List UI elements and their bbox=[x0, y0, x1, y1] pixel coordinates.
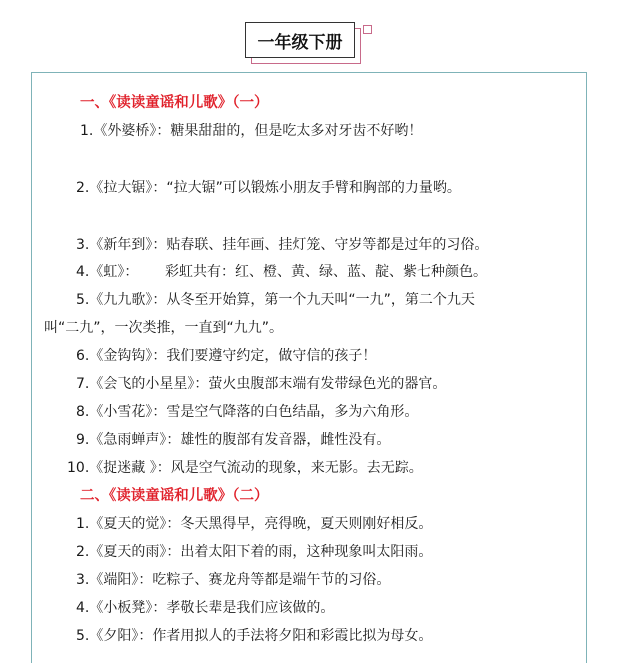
section-heading-1: 一、《读读童谣和儿歌》（一） bbox=[80, 95, 269, 111]
list-item: 6.《金钩钩》：我们要遵守约定，做守信的孩子！ bbox=[76, 348, 377, 364]
list-item: 1.《外婆桥》：糖果甜甜的，但是吃太多对牙齿不好哟！ bbox=[80, 123, 423, 139]
list-item: 3.《端阳》：吃粽子、赛龙舟等都是端午节的习俗。 bbox=[76, 572, 391, 588]
list-item: 4.《虹》： 彩虹共有：红、橙、黄、绿、蓝、靛、紫七种颜色。 bbox=[76, 264, 488, 280]
list-item: 5.《夕阳》：作者用拟人的手法将夕阳和彩霞比拟为母女。 bbox=[76, 628, 433, 644]
list-item: 4.《小板凳》：孝敬长辈是我们应该做的。 bbox=[76, 600, 335, 616]
page-title: 一年级下册 bbox=[245, 22, 355, 58]
list-item: 9.《急雨蝉声》：雄性的腹部有发音器，雌性没有。 bbox=[76, 432, 391, 448]
list-item: 2.《拉大锯》：“拉大锯”可以锻炼小朋友手臂和胸部的力量哟。 bbox=[76, 180, 461, 196]
list-item: 2.《夏天的雨》：出着太阳下着的雨，这种现象叫太阳雨。 bbox=[76, 544, 433, 560]
list-item: 10.《捉迷藏 》：风是空气流动的现象，来无影。去无踪。 bbox=[67, 460, 423, 476]
section-heading-2: 二、《读读童谣和儿歌》（二） bbox=[80, 488, 269, 504]
title-corner-decoration bbox=[363, 25, 372, 34]
list-item: 7.《会飞的小星星》：萤火虫腹部末端有发带绿色光的器官。 bbox=[76, 376, 447, 392]
list-item: 5.《九九歌》：从冬至开始算，第一个九天叫“一九”，第二个九天 bbox=[76, 292, 475, 308]
title-badge bbox=[245, 22, 357, 60]
list-item: 1.《夏天的觉》：冬天黑得早，亮得晚，夏天则刚好相反。 bbox=[76, 516, 433, 532]
list-item: 8.《小雪花》：雪是空气降落的白色结晶，多为六角形。 bbox=[76, 404, 419, 420]
list-item: 3.《新年到》：贴春联、挂年画、挂灯笼、守岁等都是过年的习俗。 bbox=[76, 237, 489, 253]
list-item-continuation: 叫“二九”，一次类推，一直到“九九”。 bbox=[44, 320, 284, 336]
